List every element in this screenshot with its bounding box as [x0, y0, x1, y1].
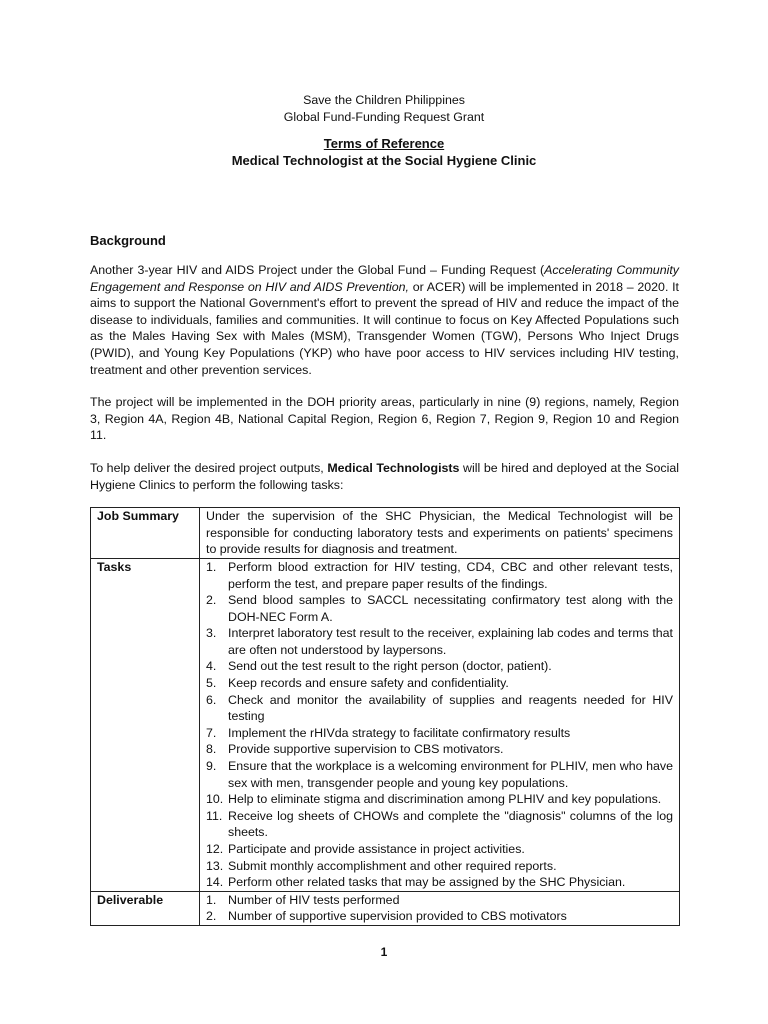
task-item-text: Receive log sheets of CHOWs and complete the "diagnosis" columns of the log sheets.	[228, 808, 673, 840]
background-paragraph-1	[90, 262, 679, 378]
task-item	[206, 741, 673, 758]
page-number: 1	[380, 945, 388, 959]
task-item-text: Participate and provide assistance in project activities.	[228, 842, 525, 856]
deliverable-item-number: 2.	[206, 909, 217, 924]
background-paragraph-3	[90, 460, 679, 493]
paragraph-1-text-b: or ACER) will be implemented in 2018 – 2020. It aims to support the National Government's effort to prevent the spread of HIV and reduce the impact of the disease to individuals, families and communities. It will continue to focus on Key Affected Populations such as the Males Having Sex with Males (MSM), Transgender Women (TGW), Persons Who Inject Drugs (PWID), and Young Key Populations (YKP) who have poor access to HIV services including HIV testing, treatment and other prevention services.	[90, 279, 679, 377]
task-item	[206, 841, 673, 858]
deliverable-item-text: Number of supportive supervision provided to CBS motivators	[228, 909, 567, 924]
document-body	[90, 232, 679, 926]
task-item-text: Provide supportive supervision to CBS motivators.	[228, 742, 504, 757]
task-item-text: Perform blood extraction for HIV testing, CD4, CBC and other relevant tests, perform the test, and prepare paper results of the findings.	[228, 559, 673, 591]
deliverable-label: Deliverable	[91, 891, 200, 925]
task-item-number: 12.	[206, 842, 224, 856]
task-item-number: 13.	[206, 858, 224, 873]
task-item-text: Send out the test result to the right person (doctor, patient).	[228, 659, 552, 674]
task-item-text: Check and monitor the availability of supplies and reagents needed for HIV testing	[228, 692, 673, 724]
task-item	[206, 559, 673, 592]
task-item-number: 9.	[206, 759, 217, 774]
task-item-text: Interpret laboratory test result to the receiver, explaining lab codes and terms that are often not understood by laypersons.	[228, 626, 673, 657]
document-subtitle: Medical Technologist at the Social Hygiene Clinic	[231, 153, 537, 169]
background-paragraph-2: The project will be implemented in the DOH priority areas, particularly in nine (9) regions, namely, Region 3, Region 4A, Region 4B, National Capital Region, Region 6, Region 7, Region 9, Region 10 and Region 11.	[90, 395, 679, 443]
task-item-text: Perform other related tasks that may be assigned by the SHC Physician.	[228, 875, 626, 890]
paragraph-3-text-b: will be hired and deployed at the Social Hygiene Clinics to perform the following tasks:	[90, 460, 680, 492]
table-row-tasks	[91, 558, 680, 891]
paragraph-3-text-a: To help deliver the desired project outputs,	[90, 460, 328, 475]
task-item	[206, 592, 673, 625]
tasks-label: Tasks	[91, 558, 200, 891]
task-item-text: Keep records and ensure safety and confidentiality.	[228, 676, 509, 691]
task-item	[206, 858, 673, 875]
task-item	[206, 725, 673, 742]
task-item	[206, 874, 673, 891]
paragraph-1-text-a: Another 3-year HIV and AIDS Project under the Global Fund – Funding Request (	[90, 263, 545, 277]
job-summary-text: Under the supervision of the SHC Physician, the Medical Technologist will be responsible for conducting laboratory tests and experiments on patients' specimens to provide results for diagnosis and treatment.	[200, 508, 680, 559]
table-row-job-summary	[91, 508, 680, 559]
task-item-number: 4.	[206, 659, 217, 674]
deliverables-list	[206, 892, 673, 925]
task-item-number: 3.	[206, 626, 217, 641]
task-item	[206, 625, 673, 658]
task-item	[206, 791, 673, 808]
table-row-deliverable	[91, 891, 680, 925]
task-item-text: Submit monthly accomplishment and other required reports.	[228, 858, 557, 873]
organization-name: Save the Children Philippines	[303, 93, 465, 107]
task-item-number: 1.	[206, 559, 217, 574]
tasks-list	[206, 559, 673, 891]
task-item	[206, 692, 673, 725]
task-item-text: Send blood samples to SACCL necessitating confirmatory test along with the DOH-NEC Form A.	[228, 593, 673, 624]
task-item-number: 10.	[206, 792, 224, 807]
terms-table	[90, 507, 680, 926]
task-item-number: 14.	[206, 875, 224, 890]
task-item-number: 6.	[206, 692, 217, 707]
deliverable-item	[206, 908, 673, 925]
task-item-number: 8.	[206, 742, 217, 757]
document-header	[0, 92, 768, 169]
task-item	[206, 675, 673, 692]
task-item-number: 5.	[206, 676, 217, 691]
task-item	[206, 758, 673, 791]
paragraph-3-bold: Medical Technologists	[327, 460, 460, 475]
document-title: Terms of Reference	[323, 136, 445, 152]
deliverable-item-text: Number of HIV tests performed	[228, 892, 400, 907]
background-heading: Background	[90, 233, 166, 248]
task-item-text: Implement the rHIVda strategy to facilitate confirmatory results	[228, 725, 571, 740]
deliverable-item	[206, 892, 673, 909]
deliverable-item-number: 1.	[206, 892, 217, 907]
task-item-text: Help to eliminate stigma and discrimination among PLHIV and key populations.	[228, 792, 662, 807]
deliverable-cell	[200, 891, 680, 925]
task-item-number: 2.	[206, 593, 217, 608]
paragraph-1-italic: Accelerating Community Engagement and Response on HIV and AIDS Prevention,	[90, 263, 679, 294]
grant-name: Global Fund-Funding Request Grant	[283, 109, 485, 124]
task-item	[206, 808, 673, 841]
job-summary-label: Job Summary	[91, 508, 200, 559]
tasks-cell	[200, 558, 680, 891]
task-item-text: Ensure that the workplace is a welcoming environment for PLHIV, men who have sex with men, transgender people and young key populations.	[228, 759, 673, 790]
task-item-number: 11.	[206, 808, 223, 823]
task-item-number: 7.	[206, 725, 217, 740]
task-item	[206, 658, 673, 675]
